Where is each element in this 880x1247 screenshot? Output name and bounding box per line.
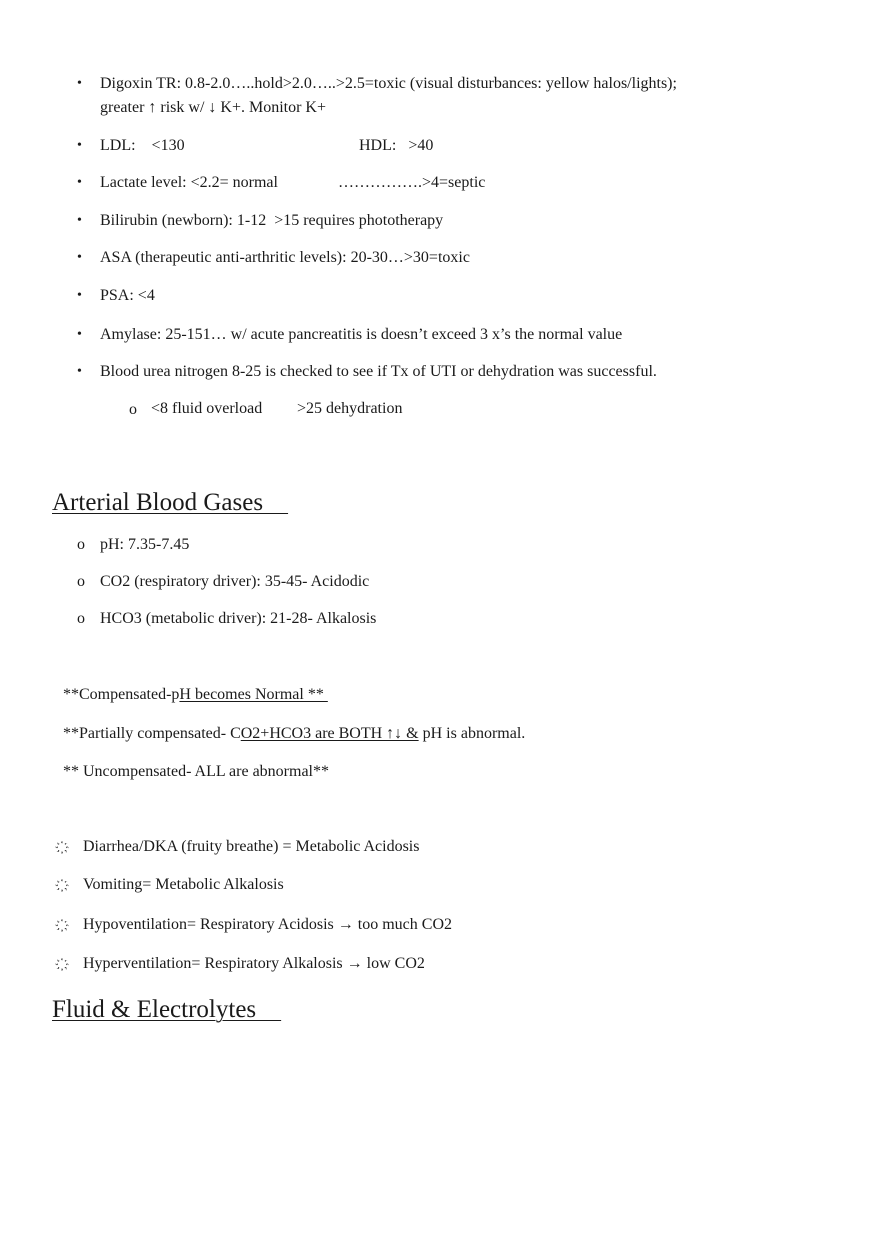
abg-ph: pH: 7.35-7.45 [100, 536, 190, 553]
asa-value: ASA (therapeutic anti-arthritic levels): 20-30…>30=toxic [100, 249, 470, 266]
bullet-marker: • [77, 364, 82, 379]
condition-respiratory-acidosis: Hypoventilation= Respiratory Acidosis → too much CO2 [83, 916, 452, 933]
bullet-marker: • [77, 327, 82, 342]
bullet-marker: • [77, 288, 82, 303]
partial-text-a: **Partially compensated- C [63, 725, 241, 742]
bun-value: Blood urea nitrogen 8-25 is checked to see if Tx of UTI or dehydration was successful. [100, 363, 657, 380]
digoxin-line-1: Digoxin TR: 0.8-2.0…..hold>2.0…..>2.5=toxic (visual disturbances: yellow halos/lights); [100, 75, 677, 92]
condition-respiratory-alkalosis: Hyperventilation= Respiratory Alkalosis → low CO2 [83, 955, 425, 972]
lactate-normal: Lactate level: <2.2= normal [100, 174, 278, 191]
bullet-marker: • [77, 76, 82, 91]
compensated-text-b: H becomes Normal ** [179, 686, 328, 703]
bullet-marker: • [77, 250, 82, 265]
partial-text-b: O2+HCO3 are BOTH ↑↓ & [240, 725, 419, 742]
amylase-value: Amylase: 25-151… w/ acute pancreatitis is doesn’t exceed 3 x’s the normal value [100, 326, 623, 343]
bullet-marker: • [77, 175, 82, 190]
hdl-value: HDL: >40 [359, 137, 434, 154]
compensated-note [63, 684, 328, 706]
fluids-heading: Fluid & Electrolytes [52, 996, 282, 1023]
bullet-marker: • [77, 213, 82, 228]
uncompensated-note: ** Uncompensated- ALL are abnormal** [63, 763, 329, 780]
bun-dehydration: >25 dehydration [297, 400, 403, 417]
sub-bullet-marker: o [77, 573, 85, 590]
sub-bullet-marker: o [129, 401, 137, 418]
condition-metabolic-alkalosis: Vomiting= Metabolic Alkalosis [83, 876, 284, 893]
digoxin-line-2: greater ↑ risk w/ ↓ K+. Monitor K+ [100, 99, 327, 116]
abg-co2: CO2 (respiratory driver): 35-45- Acidodic [100, 573, 370, 590]
sub-bullet-marker: o [77, 610, 85, 627]
bilirubin-value: Bilirubin (newborn): 1-12 >15 requires phototherapy [100, 212, 444, 229]
condition-metabolic-acidosis: Diarrhea/DKA (fruity breathe) = Metabolic Acidosis [83, 838, 420, 855]
ldl-value: LDL: <130 [100, 137, 185, 154]
bun-fluid-overload: <8 fluid overload [151, 400, 263, 417]
abg-hco3: HCO3 (metabolic driver): 21-28- Alkalosis [100, 610, 377, 627]
psa-value: PSA: <4 [100, 287, 155, 304]
bullet-marker: • [77, 138, 82, 153]
partially-compensated-note [63, 723, 525, 745]
abg-heading: Arterial Blood Gases [52, 489, 289, 516]
lactate-septic: …………….>4=septic [338, 174, 486, 191]
compensated-text-a: **Compensated-p [63, 686, 180, 703]
sub-bullet-marker: o [77, 536, 85, 553]
partial-text-c: pH is abnormal. [418, 725, 526, 742]
